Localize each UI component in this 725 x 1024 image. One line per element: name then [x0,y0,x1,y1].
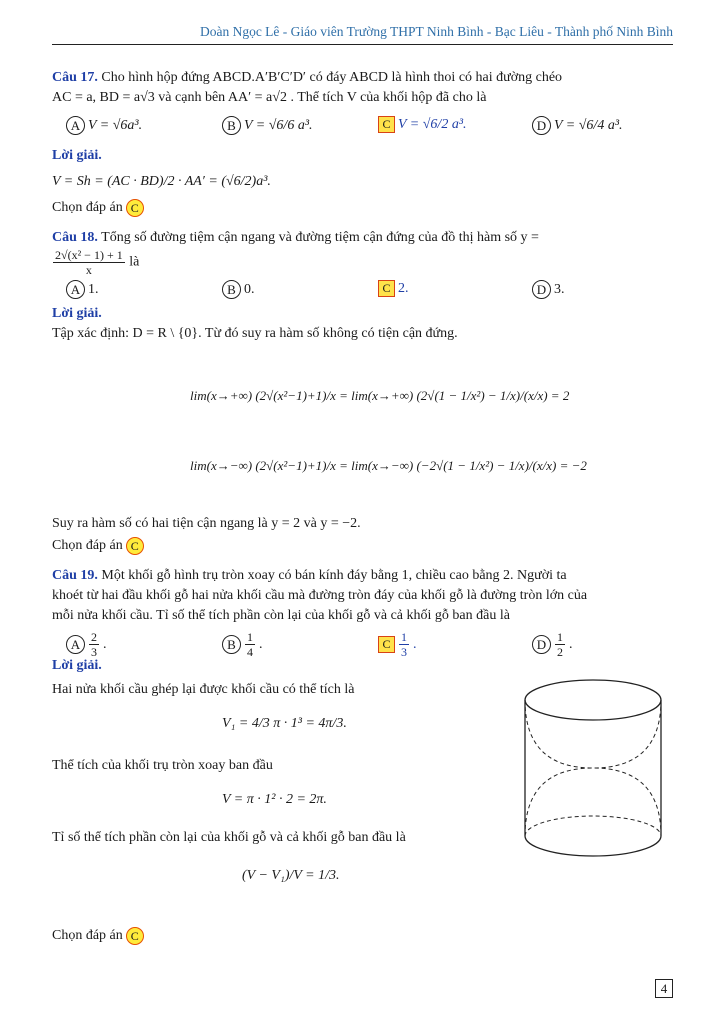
option-a[interactable]: A 1. [66,280,99,299]
limit-minus-infinity: lim(x→−∞) (2√(x²−1)+1)/x = lim(x→−∞) (−2√(1 − 1/x²) − 1/x)/(x/x) = −2 [190,458,587,473]
question-17 [52,68,673,108]
question-label: Câu 19. [52,568,98,583]
solution-17 [52,146,673,218]
option-d[interactable]: D $\frac{1}{2}$ . [532,630,573,659]
solution-formula: V = Sh = (AC · BD)/2 · AA′ = (√6/2)a³. [52,174,271,189]
function-denominator: x [85,263,92,277]
solution-label: Lời giải. [52,148,102,163]
question-text: Một khối gỗ hình trụ tròn xoay có bán kính đáy bằng 1, chiều cao bằng 2. Người ta [101,568,567,583]
solution-19 [52,656,465,700]
question-text: Tổng số đường tiệm cận ngang và đường tiệm cận đứng của đồ thị hàm số y = [101,230,539,245]
page-number: 4 [655,979,673,998]
upper-hemisphere [525,700,661,768]
option-b[interactable]: B $\frac{1}{4}$ . [222,630,263,659]
answer-badge: C [126,537,144,555]
question-text-tail: là [129,254,140,270]
choose-answer: Chọn đáp án [52,538,123,553]
formula-ratio: (V − V₁)/V = 1/3. [242,868,340,883]
function-numerator: 2√(x² − 1) + 1 [55,248,123,262]
question-label: Câu 18. [52,230,98,245]
question-text: mỗi nửa khối cầu. Tỉ số thể tích phần còn lại của khối gỗ và cả khối gỗ ban đầu là [52,608,510,623]
solution-text: Suy ra hàm số có hai tiện cận ngang là y = 2 và y = −2. [52,516,361,531]
page-header: Doàn Ngọc Lê - Giáo viên Trường THPT Ninh Bình - Bạc Liêu - Thành phố Ninh Bình [52,24,673,45]
option-b[interactable]: B V = √6/6 a³. [222,116,313,135]
option-c[interactable]: C V = √6/2 a³. [378,116,467,133]
answer-badge: C [126,199,144,217]
formula-cylinder-volume: V = π · 1² · 2 = 2π. [222,792,327,807]
solution-label: Lời giải. [52,306,102,321]
choose-answer: Chọn đáp án [52,200,123,215]
limit-plus-infinity: lim(x→+∞) (2√(x²−1)+1)/x = lim(x→+∞) (2√(1 − 1/x²) − 1/x)/(x/x) = 2 [190,388,570,403]
cylinder-figure [520,676,666,862]
solution-text: Tập xác định: D = R \ {0}. Từ đó suy ra hàm số không có tiện cận đứng. [52,326,458,341]
solution-text: Tỉ số thể tích phần còn lại của khối gỗ và cả khối gỗ ban đầu là [52,830,406,845]
cylinder-bottom-back [525,816,661,836]
choose-answer: Chọn đáp án [52,928,123,943]
option-b[interactable]: B 0. [222,280,255,299]
option-c[interactable]: C $\frac{1}{3}$ . [378,630,417,659]
conclusion-18 [52,514,673,556]
question-label: Câu 17. [52,70,98,85]
option-d[interactable]: D 3. [532,280,565,299]
option-d[interactable]: D V = √6/4 a³. [532,116,623,135]
option-a[interactable]: A V = √6a³. [66,116,142,135]
answer-badge: C [126,927,144,945]
formula-sphere-volume: V₁ = 4/3 π · 1³ = 4π/3. [222,716,347,731]
solution-text: Thể tích của khối trụ tròn xoay ban đầu [52,758,273,773]
options-18 [66,280,673,304]
options-19 [66,630,673,659]
solution-18 [52,304,673,344]
question-text: Cho hình hộp đứng ABCD.A′B′C′D′ có đáy ABCD là hình thoi có hai đường chéo [101,70,563,85]
option-a[interactable]: A $\frac{2}{3}$ . [66,630,107,659]
choose-row-19 [52,926,673,946]
options-17 [66,116,673,140]
cylinder-top [525,680,661,720]
question-text: AC = a, BD = a√3 và cạnh bên AA′ = a√2 . Thể tích V của khối hộp đã cho là [52,90,487,105]
cylinder-bottom-front [525,836,661,856]
solution-text: Hai nửa khối cầu ghép lại được khối cầu có thể tích là [52,682,355,697]
question-19 [52,566,673,626]
option-c[interactable]: C 2. [378,280,409,297]
question-text: khoét từ hai đầu khối gỗ hai nửa khối cầu mà đường tròn đáy của khối gỗ là đường tròn lớn của [52,588,588,603]
question-18 [52,228,673,277]
solution-label: Lời giải. [52,658,102,673]
lower-hemisphere [525,768,661,836]
